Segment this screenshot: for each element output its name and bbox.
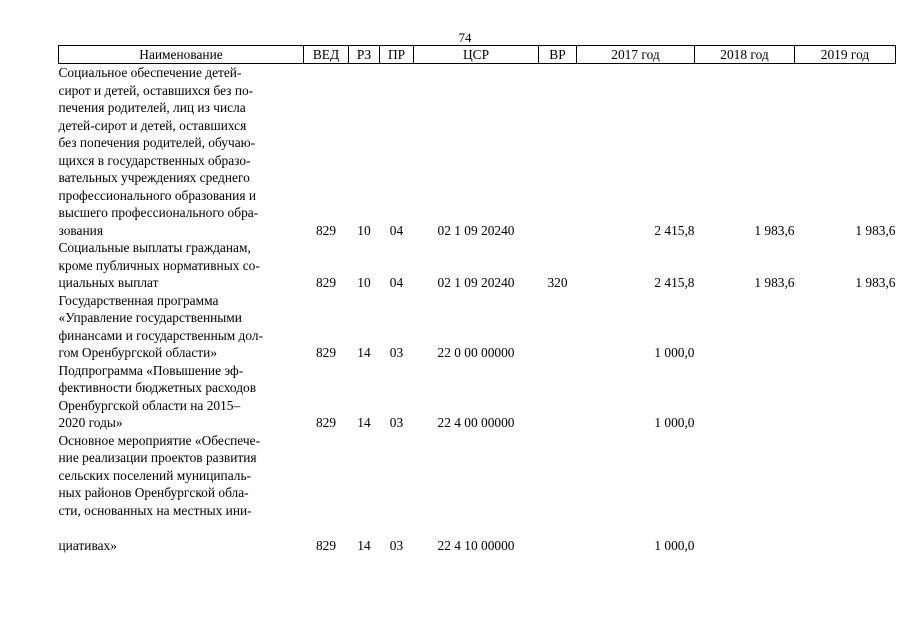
name-line: высшего профессионального обра-: [58, 205, 259, 220]
name-line: [59, 519, 304, 537]
cell-2018: [695, 362, 795, 432]
name-line: Социальное обеспечение детей-: [58, 65, 242, 80]
cell-name: [59, 239, 304, 292]
cell-2018: [695, 432, 795, 555]
cell-ved: 829: [315, 222, 337, 238]
name-line: ние реализации проектов развития: [58, 450, 257, 465]
name-line: сти, основанных на местных ини-: [58, 502, 252, 518]
cell-rz: 14: [357, 345, 371, 360]
header-vr: ВР: [539, 46, 577, 64]
cell-2017: 2 415,8: [654, 222, 695, 238]
cell-2017: 1 000,0: [654, 415, 695, 430]
cell-rz: 10: [357, 275, 371, 290]
name-line: сирот и детей, оставшихся без по-: [58, 82, 254, 98]
cell-2019: [795, 292, 896, 362]
cell-2019: [795, 362, 896, 432]
cell-2018: 1 983,6: [754, 275, 795, 290]
name-line: вательных учреждениях среднего: [58, 170, 250, 185]
cell-2017: 1 000,0: [654, 537, 695, 553]
name-line: Государственная программа: [58, 292, 219, 308]
cell-vr: [539, 64, 577, 240]
cell-ved: 829: [315, 345, 337, 360]
cell-pr: 03: [389, 415, 404, 430]
cell-csr: 22 0 00 00000: [437, 345, 515, 360]
name-line: фективности бюджетных расходов: [58, 380, 257, 395]
header-pr: ПР: [380, 46, 414, 64]
header-csr: ЦСР: [414, 46, 539, 64]
header-2018: 2018 год: [695, 46, 795, 64]
table-body: [59, 64, 896, 555]
cell-vr: [539, 362, 577, 432]
cell-rz: 14: [357, 537, 371, 553]
name-line: печения родителей, лиц из числа: [58, 100, 246, 115]
cell-2017: 1 000,0: [654, 345, 695, 360]
table-row: [59, 64, 896, 240]
name-line: «Управление государственными: [58, 310, 242, 325]
cell-name: [59, 292, 304, 362]
header-2017: 2017 год: [577, 46, 695, 64]
name-line: циативах»: [58, 537, 117, 553]
cell-pr: 03: [389, 345, 404, 360]
cell-name: [59, 362, 304, 432]
header-ved: ВЕД: [304, 46, 349, 64]
cell-ved: 829: [315, 275, 337, 290]
header-name: Наименование: [59, 46, 304, 64]
table-header: [59, 46, 896, 64]
cell-csr: 22 4 10 00000: [437, 537, 515, 553]
cell-2019: [795, 432, 896, 555]
cell-pr: 03: [389, 537, 404, 553]
name-line: финансами и государственным дол-: [58, 327, 264, 343]
header-2019: 2019 год: [795, 46, 896, 64]
name-line: без попечения родителей, обучаю-: [58, 135, 256, 150]
budget-table: [58, 45, 896, 554]
cell-2017: 2 415,8: [654, 275, 695, 290]
cell-ved: 829: [315, 537, 337, 553]
name-line: Социальные выплаты гражданам,: [58, 240, 251, 255]
cell-name: [59, 64, 304, 240]
cell-csr: 02 1 09 20240: [437, 275, 515, 290]
name-line: щихся в государственных образо-: [58, 152, 251, 168]
name-line: зования: [58, 222, 103, 238]
header-rz: РЗ: [349, 46, 380, 64]
cell-pr: 04: [389, 222, 404, 238]
name-line: профессионального образования и: [58, 187, 256, 203]
table-row: [59, 362, 896, 432]
header-row: [59, 46, 896, 64]
page-number: 74: [458, 30, 472, 45]
name-line: Подпрограмма «Повышение эф-: [58, 362, 244, 378]
cell-rz: 10: [357, 222, 371, 238]
table-row: [59, 432, 896, 555]
cell-2019: 1 983,6: [855, 275, 896, 290]
table-row: [59, 292, 896, 362]
cell-ved: 829: [315, 415, 337, 430]
name-line: сельских поселений муниципаль-: [58, 467, 252, 483]
cell-2018: [695, 292, 795, 362]
cell-vr: 320: [547, 275, 568, 290]
cell-2018: 1 983,6: [754, 222, 795, 238]
name-line: ных районов Оренбургской обла-: [58, 485, 249, 500]
cell-vr: [539, 292, 577, 362]
cell-2019: 1 983,6: [855, 222, 896, 238]
name-line: детей-сирот и детей, оставшихся: [58, 117, 247, 133]
cell-name: [59, 432, 304, 555]
table-row: [59, 239, 896, 292]
cell-vr: [539, 432, 577, 555]
cell-pr: 04: [389, 275, 404, 290]
cell-csr: 22 4 00 00000: [437, 415, 515, 430]
name-line: Оренбургской области на 2015–: [58, 397, 241, 413]
name-line: Основное мероприятие «Обеспече-: [58, 432, 261, 448]
name-line: 2020 годы»: [58, 415, 123, 430]
name-line: гом Оренбургской области»: [58, 345, 218, 360]
name-line: кроме публичных нормативных со-: [58, 257, 260, 273]
name-line: циальных выплат: [58, 275, 159, 290]
cell-rz: 14: [357, 415, 371, 430]
cell-csr: 02 1 09 20240: [437, 222, 515, 238]
